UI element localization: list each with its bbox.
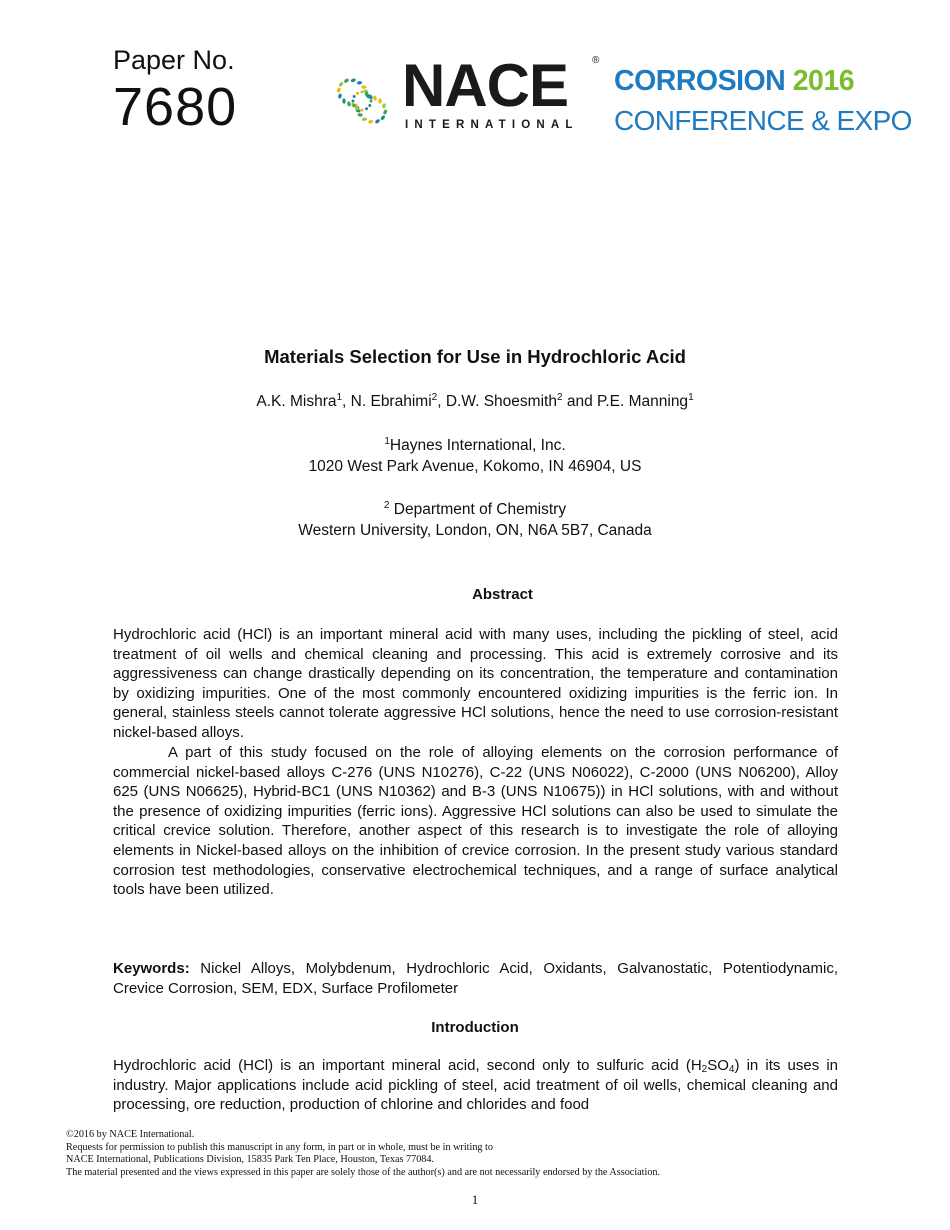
logo-dot [382, 103, 387, 109]
footer-line: The material presented and the views expressed in this paper are solely those of the author(s) and are not necessarily endorsed by the Association. [66, 1166, 661, 1178]
affiliation-mark: 1 [384, 436, 390, 447]
logo-dot [361, 91, 364, 94]
conference-name: CORROSION [614, 65, 786, 97]
conference-subtitle: CONFERENCE & EXPO [614, 105, 912, 136]
logo-dot [356, 107, 359, 110]
logo-dot [357, 81, 363, 85]
author-affiliation-mark: 2 [556, 392, 563, 403]
author-separator: , [437, 393, 446, 410]
author-affiliation-mark: 1 [688, 392, 694, 403]
nace-logo [322, 52, 612, 140]
conference-year: 2016 [792, 65, 855, 97]
abstract-heading: Abstract [472, 586, 533, 603]
abstract-paragraph: Hydrochloric acid (HCl) is an important mineral acid with many uses, including the pickling of steel, acid treatment of oil wells and chemical cleaning and processing. This acid is extremely corrosive and its aggressiveness can change drastically depending on its concentration, the temperature and contamination by oxidizing impurities. One of the most commonly encountered oxidizing impurities is the ferric ion. In general, stainless steels cannot tolerate aggressive HCl solutions, hence the need to use corrosion-resistant nickel-based alloys. [113, 626, 838, 741]
author-affiliation-mark: 1 [336, 392, 343, 403]
paper-title: Materials Selection for Use in Hydrochloric Acid [264, 346, 686, 367]
subscript: 2 [701, 1064, 708, 1075]
author-separator: and [562, 393, 597, 410]
footer-line: ©2016 by NACE International. [66, 1129, 195, 1140]
author: A.K. Mishra [256, 393, 337, 410]
logo-dot [350, 78, 356, 83]
logo-dot [338, 81, 344, 87]
keywords [113, 959, 838, 998]
logo-dot [342, 98, 345, 103]
logo-dot [361, 85, 367, 89]
logo-dot [353, 95, 356, 98]
logo-dot [352, 100, 355, 103]
affiliation-name: Haynes International, Inc. [389, 437, 566, 454]
affiliation-1-address: 1020 West Park Avenue, Kokomo, IN 46904, US [308, 458, 642, 475]
author-affiliation-mark: 2 [431, 392, 438, 403]
affiliation-1-name [0, 437, 950, 455]
nace-wordmark: NACE [402, 52, 569, 119]
logo-dot [347, 101, 352, 107]
intro-text: Hydrochloric acid (HCl) is an important mineral acid, second only to sulfuric acid (H [113, 1057, 702, 1074]
logo-dot [368, 104, 371, 107]
author-separator: , [342, 393, 351, 410]
paper-number: 7680 [113, 77, 238, 137]
keywords-text: Nickel Alloys, Molybdenum, Hydrochloric Acid, Oxidants, Galvanostatic, Potentiodynamic, Crevice Corrosion, SEM, EDX, Surface Profilometer [113, 960, 838, 997]
logo-dot [365, 92, 368, 95]
logo-dot [353, 104, 356, 107]
logo-dot [378, 98, 381, 103]
conference-title [614, 64, 854, 98]
logo-dot [382, 109, 387, 115]
intro-text: SO [707, 1057, 729, 1074]
logo-dot [374, 118, 380, 124]
keywords-label: Keywords: [113, 960, 190, 977]
registered-mark: ® [592, 55, 600, 66]
introduction-paragraph [113, 1056, 838, 1115]
nace-international-text: INTERNATIONAL [405, 119, 579, 131]
logo-dot [338, 93, 343, 99]
author: D.W. Shoesmith [445, 393, 557, 410]
affiliation-name: Department of Chemistry [389, 501, 567, 518]
logo-dot [365, 107, 368, 110]
page-number: 1 [471, 1192, 479, 1207]
author-list [0, 393, 950, 411]
logo-dot [380, 115, 386, 121]
abstract-paragraph: A part of this study focused on the role of alloying elements on the corrosion performance of commercial nickel-based alloys C-276 (UNS N10276), C-22 (UNS N06022), C-2000 (UNS N06200), Alloy 625 (UNS N06625), Hybrid-BC1 (UNS N10362) and B-3 (UNS N10675)) in HCl solutions, with and without the presence of oxidizing impurities (ferric ions). Aggressive HCl solutions can also be used to simulate the critical crevice solution. Therefore, another aspect of this research is to investigate the role of alloying elements in Nickel-based alloys on the inhibition of crevice corrosion. In the present study various standard corrosion test methodologies, conservative electrochemical techniques, and a range of surface analytical tools have been utilized. [113, 744, 838, 899]
logo-dot [356, 92, 359, 95]
logo-dot [361, 109, 364, 112]
logo-dot [373, 95, 378, 101]
footer-line: NACE International, Publications Division, 15835 Park Ten Place, Houston, Texas 77084. [66, 1154, 435, 1166]
logo-dot [343, 78, 349, 84]
affiliation-mark: 2 [383, 500, 390, 511]
introduction-heading: Introduction [431, 1019, 519, 1036]
logo-dot [357, 113, 363, 117]
affiliation-2-name [0, 501, 950, 519]
logo-dot [368, 95, 371, 98]
author: P.E. Manning [597, 393, 689, 410]
nace-swirl-icon [322, 61, 402, 141]
intro-text: ) in its uses in industry. Major applications include acid pickling of steel, acid treatment of oil wells, chemical cleaning and processing, ore reduction, production of chlorine and chlorides and food [113, 1057, 838, 1114]
affiliation-2-address: Western University, London, ON, N6A 5B7, Canada [298, 522, 652, 539]
author: N. Ebrahimi [350, 393, 432, 410]
copyright-footer [66, 1129, 660, 1179]
footer-line: Requests for permission to publish this manuscript in any form, in part or in whole, must be in writing to [66, 1141, 493, 1153]
logo-dot [362, 117, 368, 121]
subscript: 4 [728, 1064, 735, 1075]
paper-number-label: Paper No. [113, 45, 235, 75]
logo-dot [336, 87, 341, 93]
logo-dot [370, 100, 373, 103]
logo-dot [368, 119, 374, 124]
